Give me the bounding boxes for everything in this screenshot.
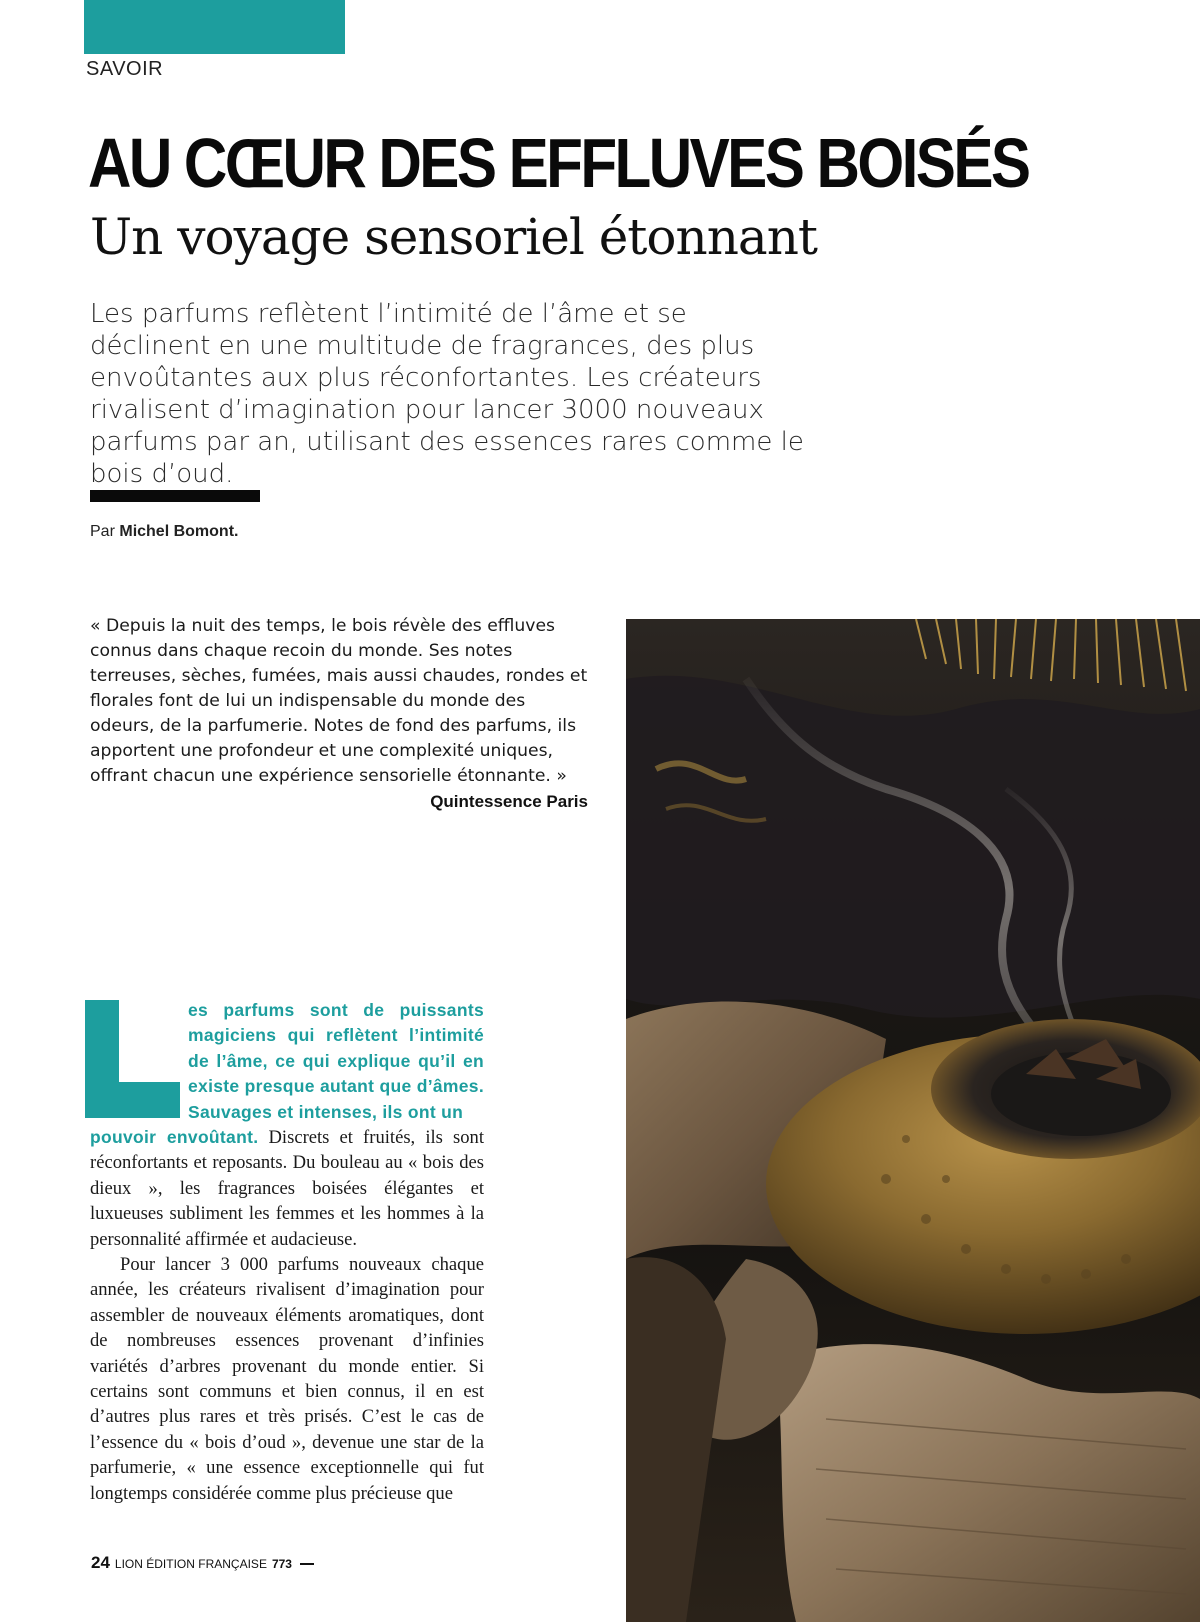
- article-subtitle: Un voyage sensoriel étonnant: [90, 208, 818, 266]
- byline-prefix: Par: [90, 523, 115, 540]
- article-intro: es parfums sont de puissants magiciens qui reflètent l’intimité de l’âme, ce qui explique qu’il en existe presque autant que d’âmes. Sauvages et intenses, ils ont un: [188, 1000, 484, 1122]
- section-label: SAVOIR: [86, 58, 164, 80]
- page-number: 24: [91, 1553, 110, 1572]
- byline: [90, 523, 238, 541]
- pull-quote: « Depuis la nuit des temps, le bois révèle des effluves connus dans chaque recoin du monde. Ses notes terreuses, sèches, fumées, mais aussi chaudes, rondes et florales font de lui un indispensable du monde des odeurs, de la parfumerie. Notes de fond des parfums, ils apportent une profondeur et une complexité uniques, offrant chacun une expérience sensorielle étonnante. »: [90, 616, 588, 786]
- article-body: [90, 1125, 484, 1506]
- paragraph-2: Pour lancer 3 000 parfums nouveaux chaque année, les créateurs rivalisent d’imagination pour assembler de nouveaux éléments aromatiques, dont de nombreuses essences provenant d’infinies variétés d’arbres provenant du monde entier. Si certains sont communs et bien connus, il en est d’autres plus rares et très prisés. C’est le cas de l’essence du « bois d’oud », devenue une star de la parfumerie, « une essence exceptionnelle qui fut longtemps considérée comme plus précieuse que: [90, 1254, 484, 1504]
- intro-end: pouvoir envoûtant.: [90, 1127, 259, 1147]
- drop-cap-letter: [85, 1000, 180, 1118]
- title-divider: [90, 490, 260, 502]
- article-photo-incense-burner: [626, 619, 1200, 1622]
- page-footer: [91, 1553, 314, 1573]
- photo-illustration: [626, 619, 1200, 1622]
- issue-number: 773: [271, 1557, 292, 1571]
- byline-author: Michel Bomont.: [119, 523, 239, 540]
- article-lead: Les parfums reflètent l’intimité de l’âme et se déclinent en une multitude de fragrances, des plus envoûtantes aux plus réconfortantes. Les créateurs rivalisent d’imagination pour lancer 3000 nouveaux parfums par an, utilisant des essences rares comme le bois d’oud.: [90, 299, 804, 489]
- paragraph-1: Discrets et fruités, ils sont réconfortants et reposants. Du bouleau au « bois des dieux », les fragrances boisées élégantes et luxueuses subliment les femmes et les hommes à la personnalité affirmée et audacieuse.: [90, 1127, 484, 1250]
- magazine-name: LION ÉDITION FRANÇAISE: [114, 1557, 267, 1571]
- pull-quote-source: Quintessence Paris: [430, 792, 588, 811]
- footer-dash: [300, 1563, 314, 1565]
- article-title: AU CŒUR DES EFFLUVES BOISÉS: [88, 124, 1029, 202]
- section-color-tab: [84, 0, 345, 54]
